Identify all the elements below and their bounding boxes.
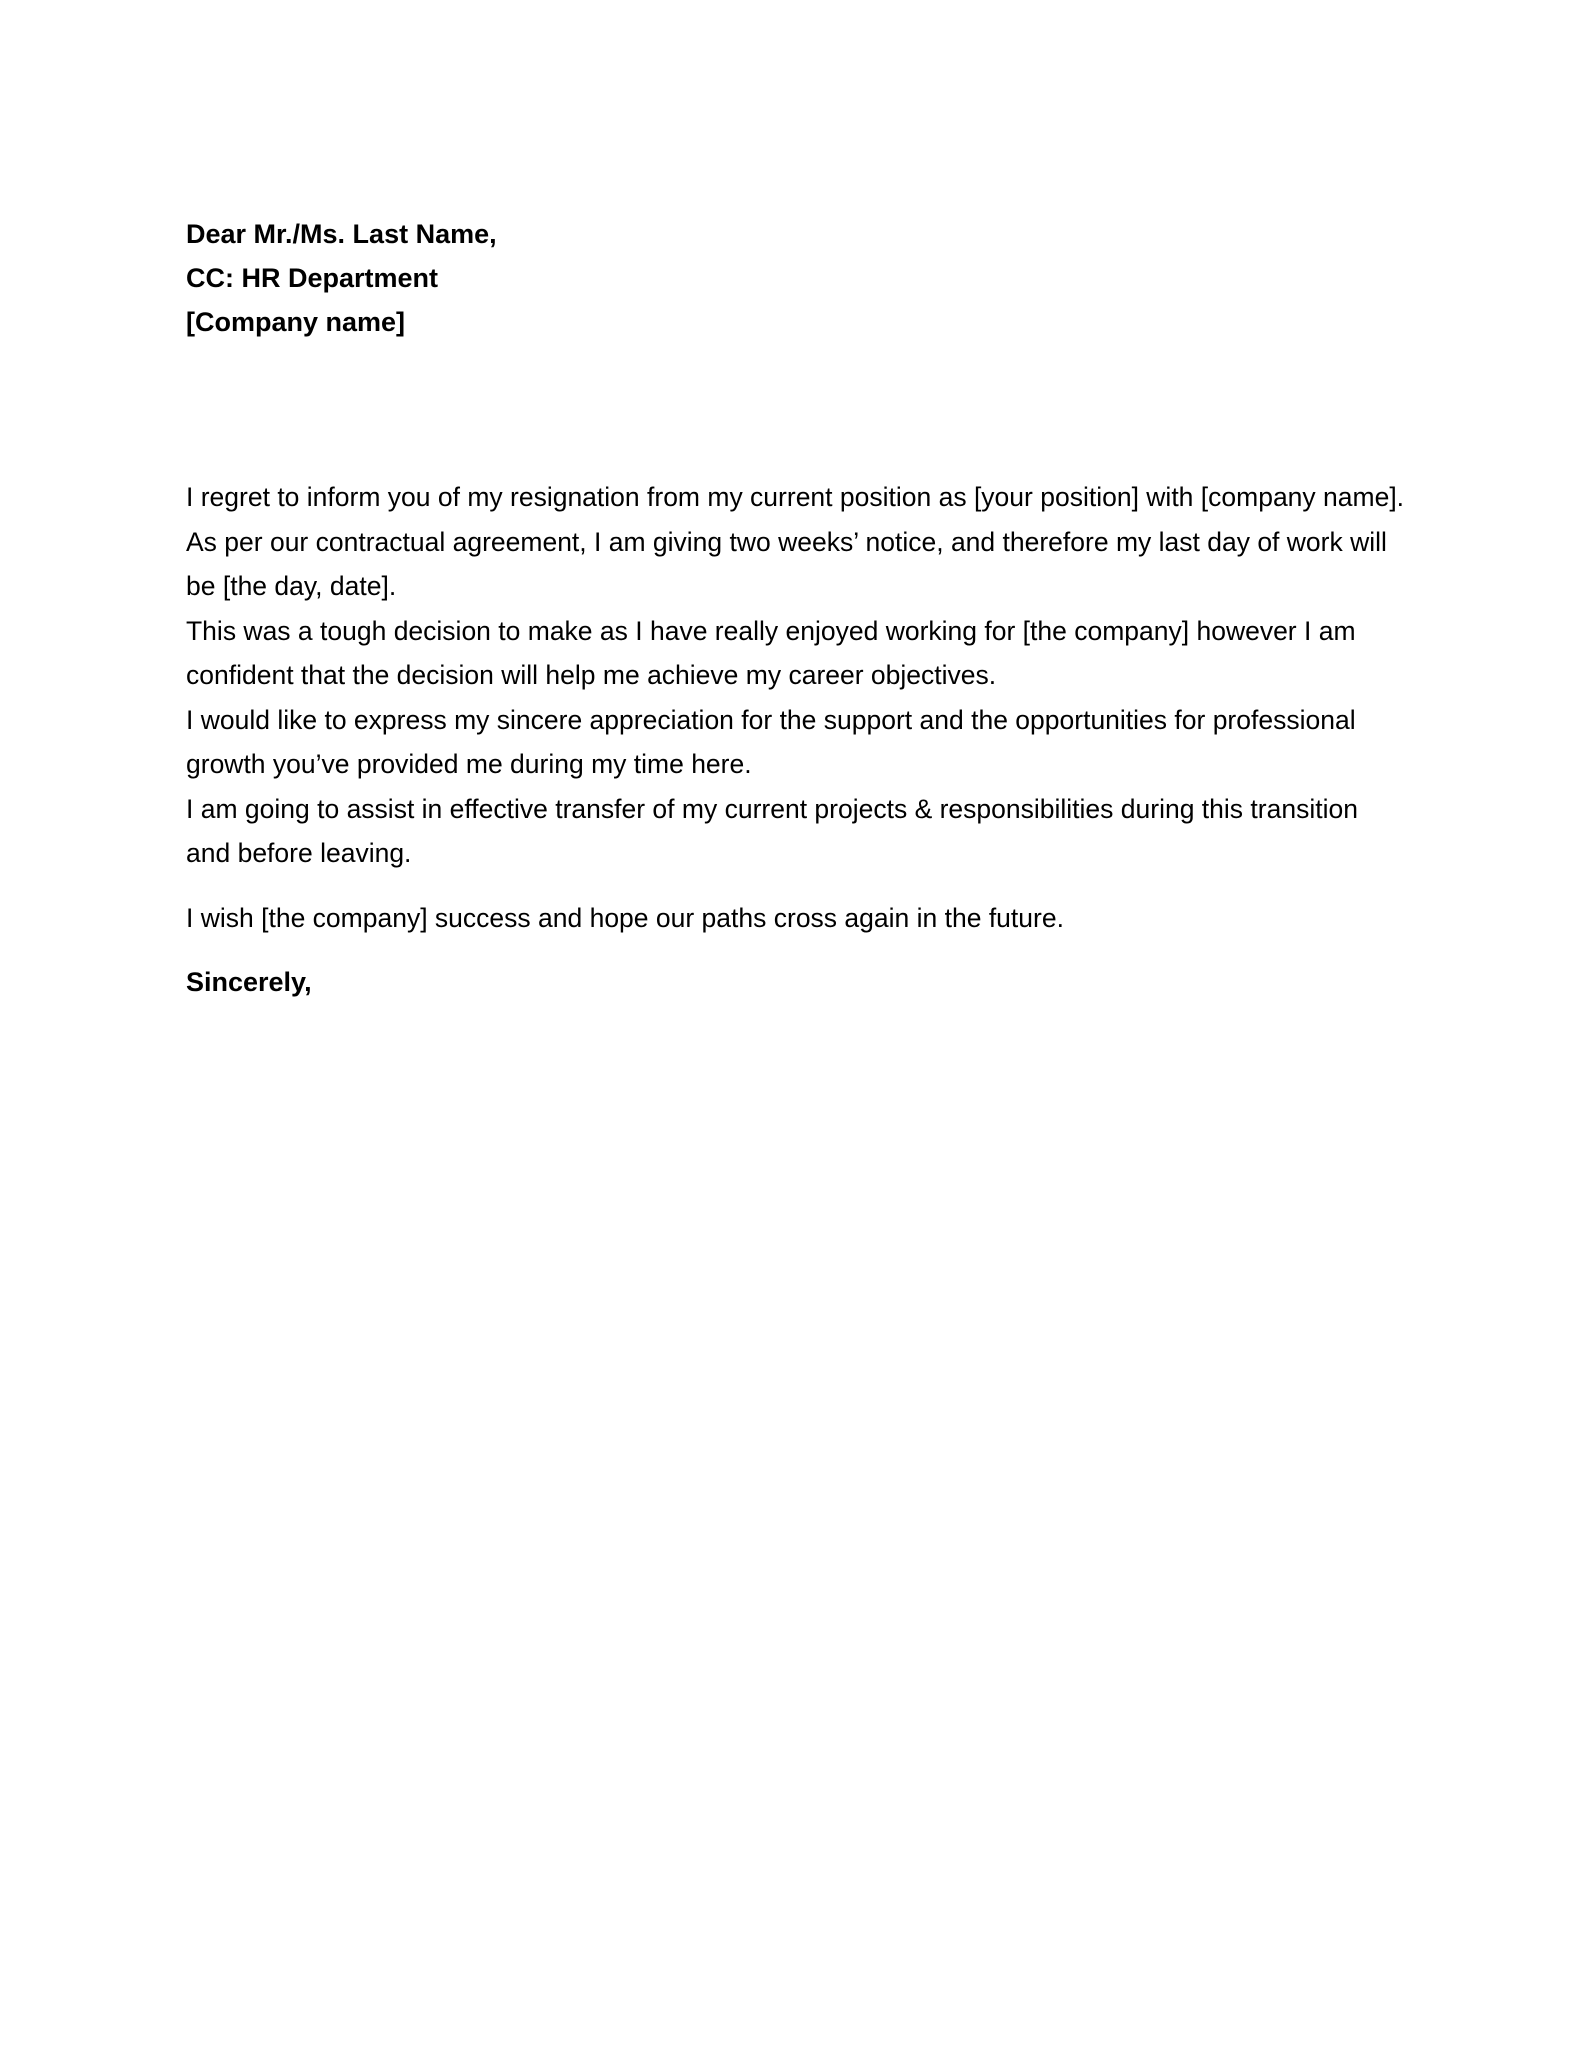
paragraph-notice: As per our contractual agreement, I am giving two weeks’ notice, and therefore my last day of work will be [the day, date]. (186, 526, 1387, 601)
paragraph-resignation: I regret to inform you of my resignation from my current position as [your position] with [company name]. (186, 482, 1405, 512)
paragraph-wishes: I wish [the company] success and hope our paths cross again in the future. (186, 902, 1064, 933)
paragraph-transition: I am going to assist in effective transfer of my current projects & responsibilities during this transition and before leaving. (186, 793, 1358, 868)
paragraph-decision: This was a tough decision to make as I have really enjoyed working for [the company] however I am confident that the decision will help me achieve my career objectives. (186, 615, 1356, 690)
letter-body (186, 475, 1406, 1004)
paragraph-appreciation: I would like to express my sincere appreciation for the support and the opportunities for professional growth you’ve provided me during my time here. (186, 704, 1356, 779)
letter-header (186, 212, 1406, 344)
salutation: Dear Mr./Ms. Last Name, (186, 219, 497, 249)
cc-line: CC: HR Department (186, 263, 439, 293)
company-name-placeholder: [Company name] (186, 307, 406, 337)
closing: Sincerely, (186, 967, 312, 997)
